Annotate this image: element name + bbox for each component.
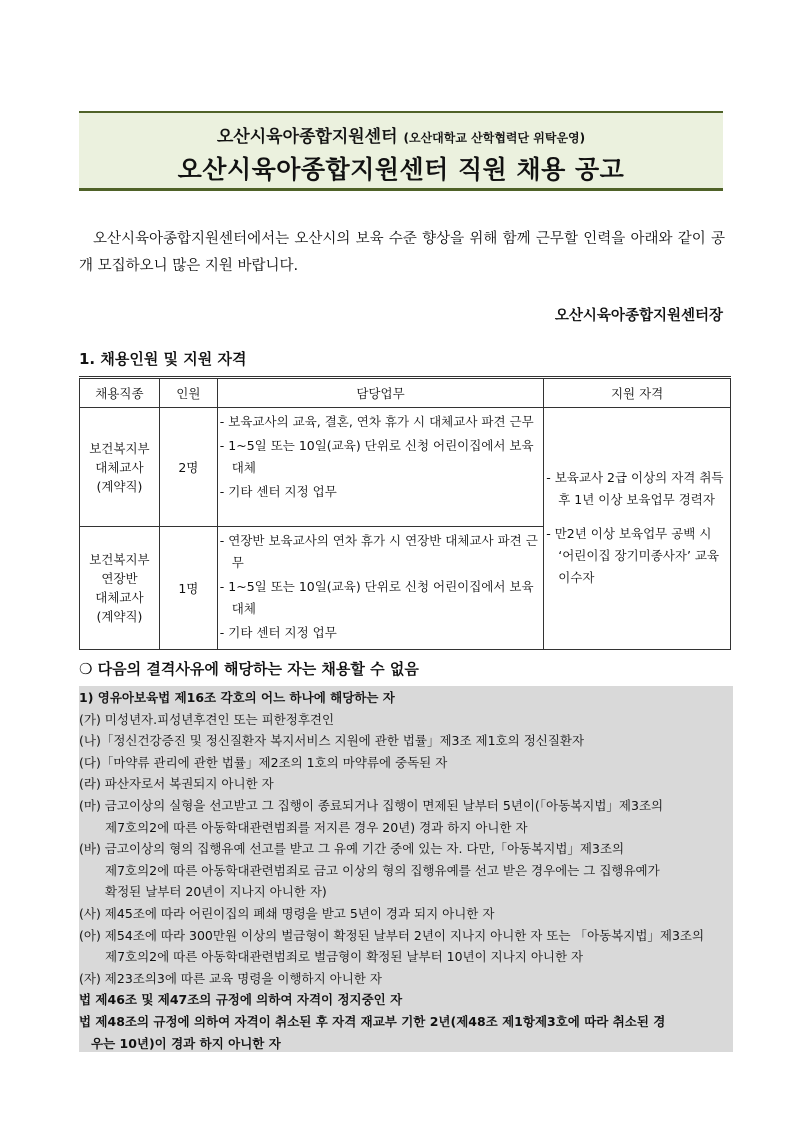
job-line: 연장반: [101, 571, 138, 586]
disqualification-item: (가) 미성년자.피성년후견인 또는 피한정후견인: [79, 711, 335, 727]
header-qualification: 지원 자격: [544, 378, 731, 408]
disqualification-item: (바) 금고이상의 형의 집행유예 선고를 받고 그 유예 기간 중에 있는 자. 다만,「아동복지법」제3조의: [79, 841, 625, 857]
header-org: 오산시육아종합지원센터 (오산대학교 산학협력단 위탁운영): [216, 127, 586, 147]
duty-item: - 1~5일 또는 10일(교육) 단위로 신청 어린이집에서 보육 대체: [219, 579, 534, 616]
disqualification-item: 제7호의2에 따른 아동학대관련범죄로 벌금형이 확정된 날부터 10년이 지나지 아니한 자: [105, 949, 584, 965]
count-cell: 1명: [159, 527, 217, 650]
disqualification-item: (사) 제45조에 따라 어린이집의 폐쇄 명령을 받고 5년이 경과 되지 아니한 자: [79, 905, 495, 921]
job-line: 보건복지부: [89, 440, 150, 456]
disqualification-item: (아) 제54조에 따라 300만원 이상의 벌금형이 확정된 날부터 2년이 지나지 아니한 자 또는 「아동복지법」제3조의: [79, 927, 705, 943]
disqualification-item: 1) 영유아보육법 제16조 각호의 어느 하나에 해당하는 자: [79, 690, 395, 705]
page-title: 오산시육아종합지원센터 직원 채용 공고: [177, 155, 625, 184]
intro-paragraph: 오산시육아종합지원센터에서는 오산시의 보육 수준 향상을 위해 함께 근무할 인력을 아래와 같이 공개 모집하오니 많은 지원 바랍니다.: [79, 231, 725, 274]
table-header-row: [80, 378, 731, 408]
disqualification-item: (라) 파산자로서 복권되지 아니한 자: [79, 776, 274, 792]
signature: 오산시육아종합지원센터장: [554, 308, 723, 324]
job-line: 대체교사: [95, 459, 144, 475]
disqualification-item: 확정된 날부터 20년이 지나지 아니한 자): [105, 884, 327, 900]
disqualification-item: 제7호의2에 따른 아동학대관련범죄로 금고 이상의 형의 집행유예를 선고 받은 경우에는 그 집행유예가: [105, 862, 660, 878]
section2-title: ❍ 다음의 결격사유에 해당하는 자는 채용할 수 없음: [79, 660, 419, 678]
duty-cell: [217, 408, 543, 527]
disqualification-item: 법 제46조 및 제47조의 규정에 의하여 자격이 정지중인 자: [79, 992, 403, 1008]
count-cell: 2명: [159, 408, 217, 527]
job-line: 대체교사: [95, 590, 144, 605]
qualification-cell: [544, 408, 731, 650]
disqualification-item: 우는 10년)이 경과 하지 아니한 자: [91, 1035, 281, 1051]
job-cell: [80, 527, 160, 650]
disqualification-item: (마) 금고이상의 실형을 선고받고 그 집행이 종료되거나 집행이 면제된 날부터 5년이(「아동복지법」제3조의: [79, 797, 664, 813]
disqualification-item: 법 제48조의 규정에 의하여 자격이 취소된 후 자격 재교부 기한 2년(제48조 제1항제3호에 따라 취소된 경: [79, 1013, 666, 1029]
duty-item: - 1~5일 또는 10일(교육) 단위로 신청 어린이집에서 보육 대체: [219, 438, 534, 475]
job-line: 보건복지부: [89, 552, 150, 567]
header-duty: 담당업무: [217, 378, 543, 408]
duty-item: - 기타 센터 지정 업무: [219, 484, 337, 499]
duty-item: - 기타 센터 지정 업무: [219, 625, 337, 640]
job-line: (계약직): [96, 478, 143, 494]
title-box: [79, 111, 723, 191]
disqualification-item: (자) 제23조의3에 따른 교육 명령을 이행하지 아니한 자: [79, 970, 382, 986]
qualification-item: - 만2년 이상 보육업무 공백 시 ‘어린이집 장기미종사자’ 교육 이수자: [546, 525, 720, 585]
header-org-sub: (오산대학교 산학협력단 위탁운영): [403, 131, 586, 145]
disqualification-box: [79, 686, 733, 1052]
duty-cell: [217, 527, 543, 650]
table-row: [80, 408, 731, 527]
disqualification-item: (다)「마약류 관리에 관한 법률」제2조의 1호의 마약류에 중독된 자: [79, 754, 448, 770]
qualification-item: - 보육교사 2급 이상의 자격 취득 후 1년 이상 보육업무 경력자: [546, 469, 724, 507]
job-line: (계약직): [96, 609, 143, 624]
header-count: 인원: [159, 378, 217, 408]
disqualification-item: (나)「정신건강증진 및 정신질환자 복지서비스 지원에 관한 법률」제3조 제1호의 정신질환자: [79, 733, 585, 749]
duty-item: - 보육교사의 교육, 결혼, 연차 휴가 시 대체교사 파견 근무: [219, 414, 534, 429]
header-job: 채용직종: [80, 378, 160, 408]
disqualification-item: 제7호의2에 따른 아동학대관련범죄를 저지른 경우 20년) 경과 하지 아니한 자: [105, 819, 528, 835]
duty-item: - 연장반 보육교사의 연차 휴가 시 연장반 대체교사 파견 근무: [219, 533, 538, 570]
section1-title: 1. 채용인원 및 지원 자격: [79, 350, 247, 368]
recruitment-table: [79, 376, 731, 650]
job-cell: [80, 408, 160, 527]
